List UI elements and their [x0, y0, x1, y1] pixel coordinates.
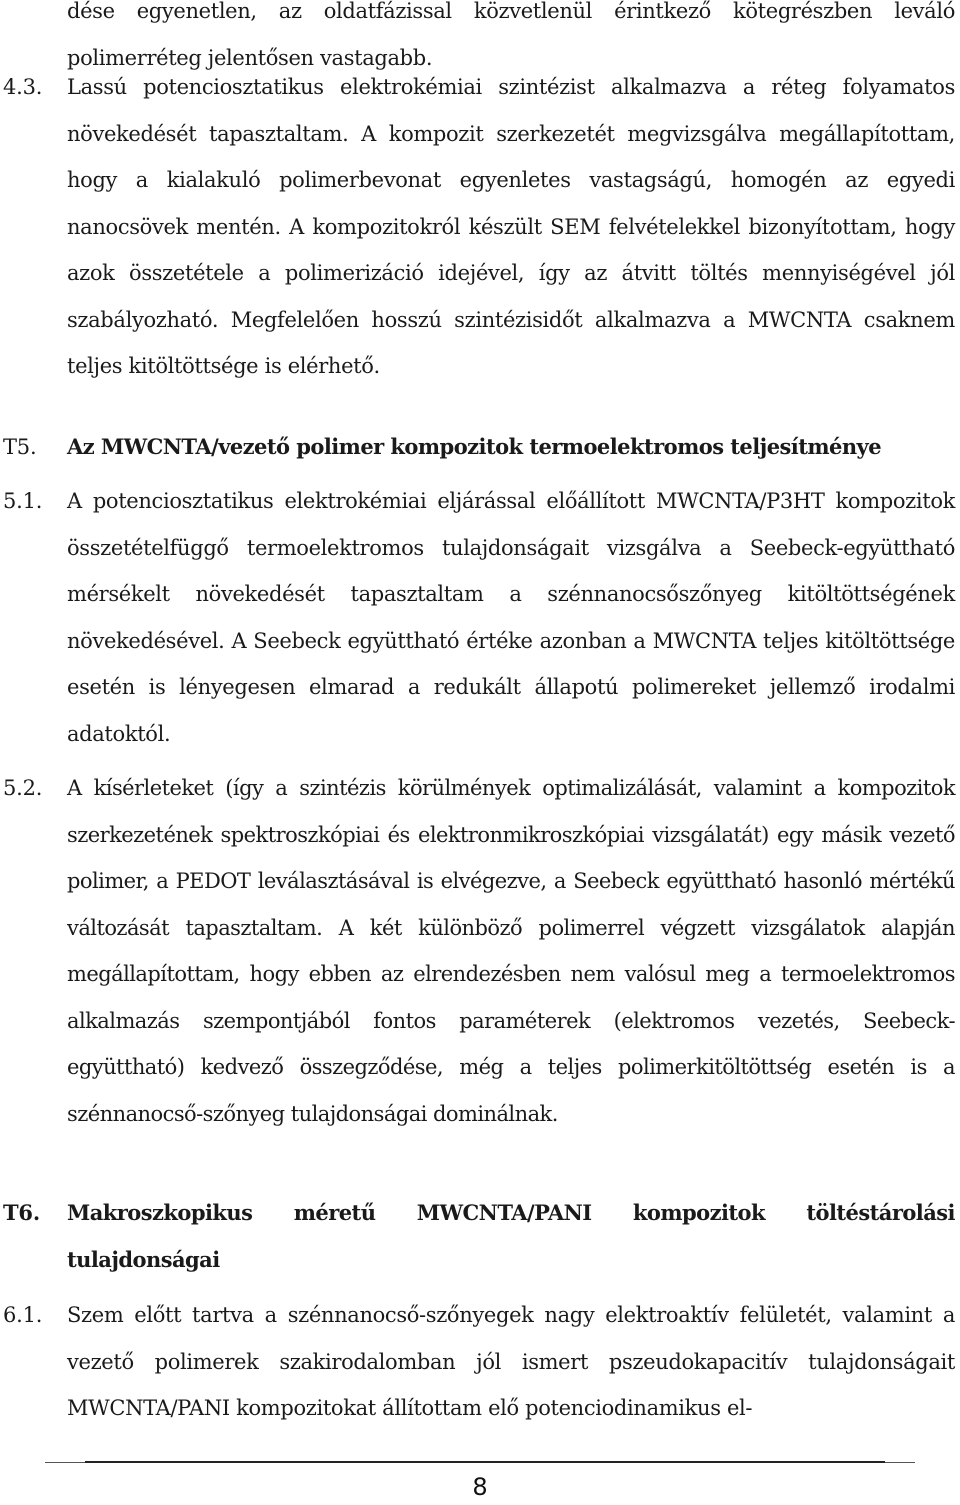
page-number: 8: [472, 1473, 488, 1501]
paragraph-text: Lassú potenciosztatikus elektrokémiai szintézist alkalmazva a réteg folyamatos növekedését tapasztaltam. A kompozit szerkezetét megvizsgálva megállapítottam, hogy a kialakuló polimerbevonat egyenletes vastagságú, homogén az egyedi nanocsövek mentén. A kompozitokról készült SEM felvételekkel bizonyítottam, hogy azok összetétele a polimerizáció idejével, így az átvitt töltés mennyiségével jól szabályozható. Megfelelően hosszú szintézisidőt alkalmazva a MWCNTA csaknem teljes kitöltöttsége is elérhető.: [67, 75, 955, 378]
item-number: 6.1.: [3, 1303, 43, 1327]
paragraph-text: dése egyenetlen, az oldatfázissal közvetlenül érintkező kötegrészben leváló polimerréteg jelentősen vastagabb.: [67, 0, 955, 70]
heading-text: Az MWCNTA/vezető polimer kompozitok termoelektromos teljesítménye: [67, 434, 882, 459]
item-number: 5.2.: [3, 776, 43, 800]
item-number: 4.3.: [3, 75, 43, 99]
paragraph-text: Szem előtt tartva a szénnanocső-szőnyegek nagy elektroaktív felületét, valamint a vezető polimerek szakirodalomban jól ismert pszeudokapacitív tulajdonságait MWCNTA/PANI kompozitokat állítottam elő potenciodinamikus el-: [67, 1303, 955, 1420]
heading-text: Makroszkopikus méretű MWCNTA/PANI kompozitok töltéstárolási tulajdonságai: [67, 1200, 955, 1272]
item-number: 5.1.: [3, 489, 43, 513]
paragraph-text: A potenciosztatikus elektrokémiai eljárással előállított MWCNTA/P3HT kompozitok összetételfüggő termoelektromos tulajdonságait vizsgálva a Seebeck-együttható mérsékelt növekedését tapasztaltam a szénnanocsőszőnyeg kitöltöttségének növekedésével. A Seebeck együttható értéke azonban a MWCNTA teljes kitöltöttsége esetén is lényegesen elmarad a redukált állapotú polimereket jellemző irodalmi adatoktól.: [67, 489, 955, 746]
heading-number: T6.: [3, 1200, 40, 1225]
paragraph-text: A kísérleteket (így a szintézis körülmények optimalizálását, valamint a kompozitok szerkezetének spektroszkópiai és elektronmikroszkópiai vizsgálatát) egy másik vezető polimer, a PEDOT leválasztásával is elvégezve, a Seebeck együttható hasonló mértékű változását tapasztaltam. A két különböző polimerrel végzett vizsgálatok alapján megállapítottam, hogy ebben az elrendezésben nem valósul meg a termoelektromos alkalmazás szempontjából fontos paraméterek (elektromos vezetés, Seebeck-együttható) kedvező összegződése, még a teljes polimerkitöltöttség esetén is a szénnanocső-szőnyeg tulajdonságai dominálnak.: [67, 776, 955, 1126]
footer-divider: [45, 1462, 915, 1463]
heading-number: T5.: [3, 435, 37, 459]
